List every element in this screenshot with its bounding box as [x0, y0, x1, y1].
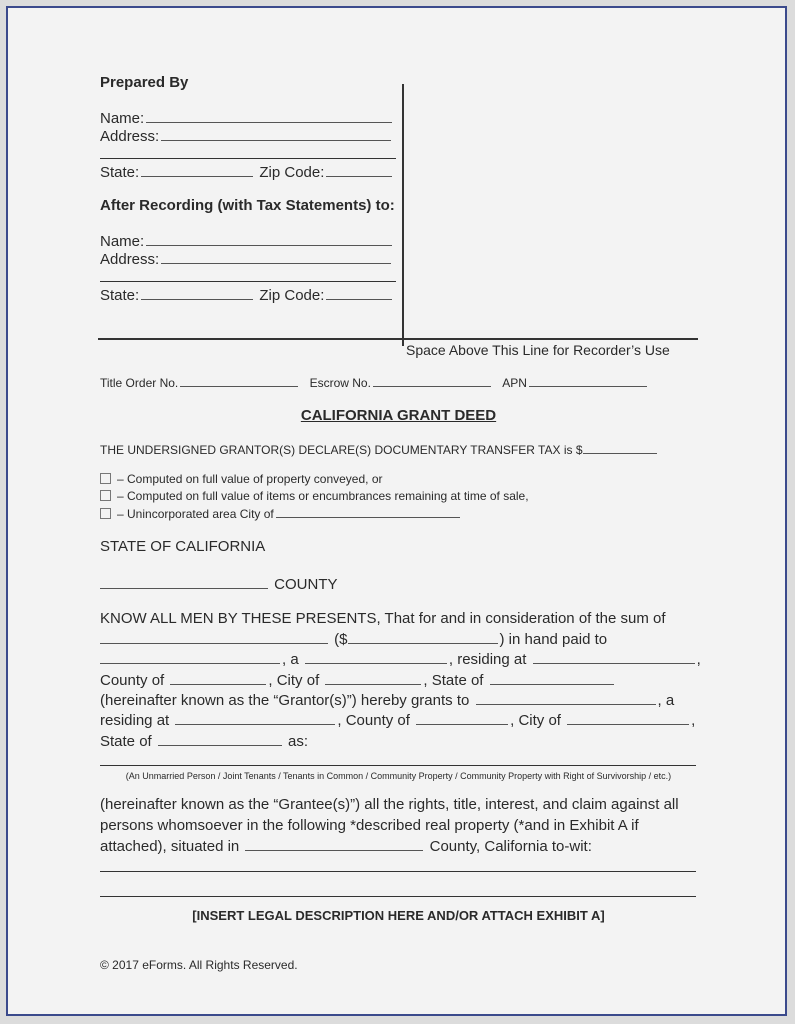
body-text: , City of [510, 712, 561, 729]
county-row [100, 574, 338, 593]
order-numbers-row [100, 375, 649, 390]
after-state-label: State: [100, 287, 140, 304]
checkbox-unincorporated[interactable] [100, 508, 111, 519]
tax-declaration-text: THE UNDERSIGNED GRANTOR(S) DECLARE(S) DOCUMENTARY TRANSFER TAX is $ [100, 443, 583, 457]
unincorporated-city-field[interactable] [276, 506, 460, 518]
prepared-zip-label: Zip Code: [259, 164, 325, 181]
after-address-line2[interactable] [100, 281, 396, 282]
grantee-line-1: (hereinafter known as the “Grantee(s)”) all the rights, title, interest, and claim against all [100, 796, 679, 813]
grantee-name-field[interactable] [476, 690, 656, 705]
prepared-name-field[interactable] [146, 108, 392, 123]
legal-description-line-2[interactable] [100, 896, 696, 897]
copyright-text: © 2017 eForms. All Rights Reserved. [100, 958, 298, 972]
grantor-type-field[interactable] [305, 649, 447, 664]
prepared-by-heading: Prepared By [100, 74, 189, 91]
legal-description-line-1[interactable] [100, 871, 696, 872]
body-text: ($ [334, 631, 348, 648]
prepared-state-field[interactable] [141, 162, 253, 177]
body-text: , a [282, 651, 299, 668]
escrow-label: Escrow No. [309, 376, 371, 390]
title-order-label: Title Order No. [100, 376, 179, 390]
apn-label: APN [502, 376, 527, 390]
prepared-zip-field[interactable] [326, 162, 392, 177]
consideration-amount-field[interactable] [348, 629, 498, 644]
document-title: CALIFORNIA GRANT DEED [300, 407, 497, 424]
body-text: , [696, 651, 701, 668]
grantee-city-field[interactable] [567, 710, 689, 725]
prepared-address-row [100, 126, 393, 145]
consideration-words-field[interactable] [100, 629, 328, 644]
grantee-line-2: persons whomsoever in the following *described real property (*and in Exhibit A if [100, 817, 639, 834]
grantor-name-field[interactable] [100, 649, 280, 664]
option-label: – Computed on full value of property conveyed, or [117, 472, 383, 486]
grantor-residence-field[interactable] [533, 649, 695, 664]
title-order-field[interactable] [180, 375, 298, 387]
body-text: County of [100, 672, 165, 689]
after-name-field[interactable] [146, 231, 392, 246]
body-line-3 [100, 649, 701, 671]
grantee-type-line[interactable] [100, 765, 696, 766]
body-text: residing at [100, 712, 170, 729]
after-address-row [100, 249, 393, 268]
body-text: State of [100, 733, 152, 750]
legal-description-note: [INSERT LEGAL DESCRIPTION HERE AND/OR ATTACH EXHIBIT A] [192, 908, 605, 923]
recorder-vertical-divider [402, 84, 404, 346]
grantee-residence-field[interactable] [175, 710, 335, 725]
grantor-state-field[interactable] [490, 670, 614, 685]
checkbox-encumbrances[interactable] [100, 490, 111, 501]
body-text: attached), situated in [100, 838, 240, 855]
after-address-label: Address: [100, 251, 160, 268]
recorder-horizontal-divider [98, 338, 698, 340]
after-zip-field[interactable] [326, 285, 392, 300]
grantee-types-note: (An Unmarried Person / Joint Tenants / Tenants in Common / Community Property / Community Property with Right of Survivorship / etc.) [125, 771, 672, 781]
county-field[interactable] [100, 574, 268, 589]
prepared-state-label: State: [100, 164, 140, 181]
state-heading: STATE OF CALIFORNIA [100, 538, 266, 555]
body-line-1: KNOW ALL MEN BY THESE PRESENTS, That for and in consideration of the sum of [100, 610, 666, 627]
after-state-row [100, 285, 394, 304]
option-computed-full-value [100, 472, 383, 486]
prepared-address-line2[interactable] [100, 158, 396, 159]
prepared-state-row [100, 162, 394, 181]
grantor-city-field[interactable] [325, 670, 421, 685]
grantee-line-3 [100, 836, 592, 858]
tax-amount-field[interactable] [583, 442, 657, 454]
grantor-county-field[interactable] [170, 670, 266, 685]
prepared-address-field[interactable] [161, 126, 391, 141]
county-label: COUNTY [274, 576, 338, 593]
prepared-name-row [100, 108, 394, 127]
escrow-field[interactable] [373, 375, 491, 387]
body-text: , residing at [448, 651, 527, 668]
body-line-5 [100, 690, 674, 712]
grantee-state-field[interactable] [158, 731, 282, 746]
body-text: , City of [268, 672, 320, 689]
apn-field[interactable] [529, 375, 647, 387]
after-recording-heading: After Recording (with Tax Statements) to: [100, 197, 395, 214]
option-computed-encumbrances [100, 489, 529, 503]
body-line-4 [100, 670, 616, 692]
after-address-field[interactable] [161, 249, 391, 264]
body-text: , State of [423, 672, 484, 689]
grantee-county-field[interactable] [416, 710, 508, 725]
after-state-field[interactable] [141, 285, 253, 300]
body-line-2 [100, 629, 607, 651]
body-text: , County of [337, 712, 410, 729]
body-text: ) in hand paid to [499, 631, 608, 648]
body-text: County, California to-wit: [429, 838, 592, 855]
body-text: as: [288, 733, 309, 750]
body-text: , a [657, 692, 675, 709]
after-zip-label: Zip Code: [259, 287, 325, 304]
option-label: – Computed on full value of items or encumbrances remaining at time of sale, [117, 489, 529, 503]
tax-declaration-row [100, 442, 659, 457]
prepared-address-label: Address: [100, 128, 160, 145]
after-name-row [100, 231, 394, 250]
body-text: (hereinafter known as the “Grantor(s)”) hereby grants to [100, 692, 470, 709]
body-line-7 [100, 731, 308, 753]
body-line-6 [100, 710, 695, 732]
option-label: – Unincorporated area City of [117, 507, 274, 521]
deed-page [6, 6, 787, 1016]
body-text: , [691, 712, 696, 729]
after-name-label: Name: [100, 233, 145, 250]
property-county-field[interactable] [245, 836, 423, 851]
prepared-name-label: Name: [100, 110, 145, 127]
option-unincorporated-area [100, 506, 462, 521]
checkbox-full-value[interactable] [100, 473, 111, 484]
recorder-note: Space Above This Line for Recorder’s Use [406, 342, 670, 358]
